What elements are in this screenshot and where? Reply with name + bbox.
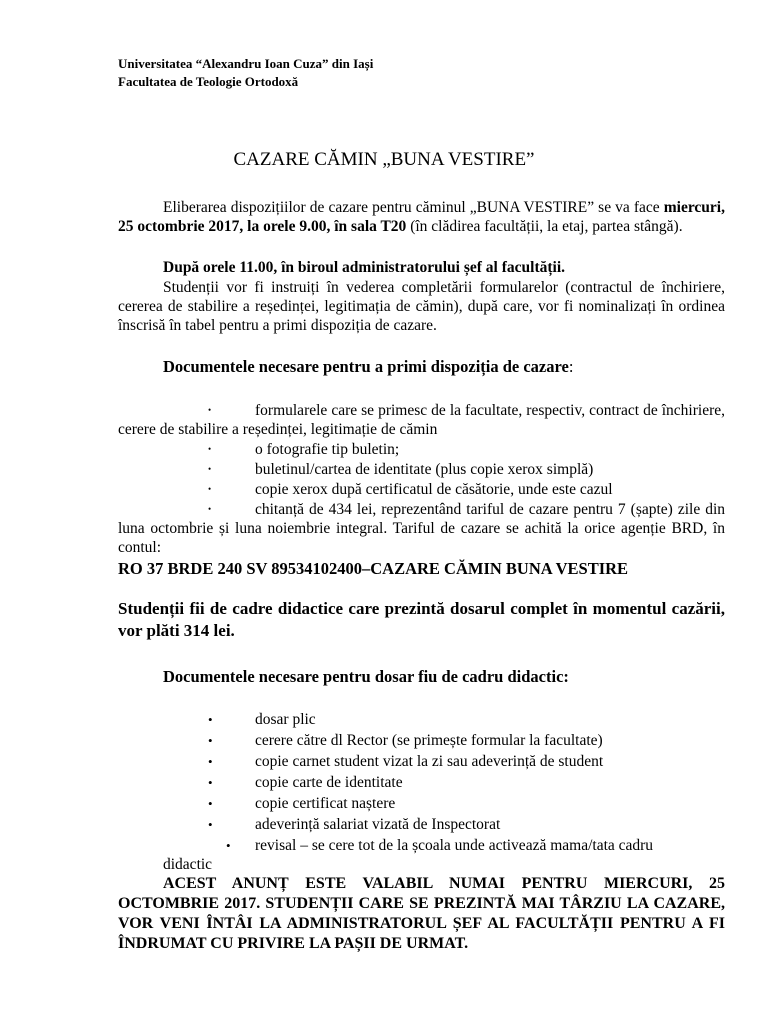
bullet-icon: • [226,838,231,853]
list-item [118,815,725,834]
teacher-children-note: Studenții fii de cadre didactice care prezintă dosarul complet în momentul cazării, vor plăti 314 lei. [118,599,725,640]
institution-header [118,55,373,91]
list-item-text: revisal – se cere tot de la școala unde activează mama/tata cadru [255,837,654,854]
university-name: Universitatea “Alexandru Ioan Cuza” din Iași [118,56,374,71]
list-item [118,710,725,729]
bullet-icon: • [208,775,213,790]
bullet-icon: • [208,712,213,727]
list-item [118,500,725,557]
intro-paragraph-2: După orele 11.00, în biroul administratorului șef al facultății. [163,259,566,276]
bullet-icon: • [208,733,213,748]
list-item-text: chitanță de 434 lei, reprezentând tariful de cazare pentru 7 (șapte) zile din luna octombrie și luna noiembrie integral. Tariful de cazare se achită la orice agenție BRD, în contul: [118,501,725,556]
intro-date-bold: miercuri, 25 octombrie 2017, la orele 9.00, în sala T20 [118,199,725,235]
section1-heading-text: Documentele necesare pentru a primi dispoziția de cazare [163,357,569,376]
faculty-name: Facultatea de Teologie Ortodoxă [118,74,299,89]
section1-heading [163,356,573,378]
section1-heading-suffix: : [568,357,574,376]
list-item-text: buletinul/cartea de identitate (plus copie xerox simplă) [255,461,594,478]
intro-text-b: (în clădirea facultății, la etaj, partea stângă). [406,218,683,235]
list-item [118,480,725,499]
list-item-text: formularele care se primesc de la facultate, respectiv, contract de închiriere, cerere de stabilire a reședinței, legitimație de cămin [118,402,725,438]
list-item-text: copie xerox după certificatul de căsătorie, unde este cazul [255,481,613,498]
list-item [118,773,725,792]
list-item [118,794,725,813]
list-item [118,440,725,459]
list-item-text: cerere către dl Rector (se primește formular la facultate) [255,732,603,749]
page-title: CAZARE CĂMIN „BUNA VESTIRE” [233,149,535,170]
validity-notice: ACEST ANUNȚ ESTE VALABIL NUMAI PENTRU MIERCURI, 25 OCTOMBRIE 2017. STUDENȚII CARE SE PREZINTĂ MAI TÂRZIU LA CAZARE, VOR VENI ÎNTÂI LA ADMINISTRATORUL ȘEF AL FACULTĂȚII PENTRU A FI ÎNDRUMAT CU PRIVIRE LA PAȘII DE URMAT. [118,875,725,952]
bullet-icon: • [208,444,212,454]
bullet-icon: • [208,817,213,832]
list-item-text: copie certificat naștere [255,795,396,812]
section2-heading: Documentele necesare pentru dosar fiu de cadru didactic: [163,667,569,686]
list-item [118,460,725,479]
intro-text-a: Eliberarea dispozițiilor de cazare pentru căminul „BUNA VESTIRE” se va face [163,199,664,216]
bullet-icon: • [208,464,212,474]
intro-paragraph-3: Studenții vor fi instruiți în vederea completării formularelor (contractul de închiriere, cererea de stabilire a reședinței, legitimația de cămin), după care, vor fi nominalizați în ordinea înscrisă în tabel pentru a primi dispoziția de cazare. [118,279,725,334]
list-item [118,731,725,750]
intro-paragraph-1 [118,198,725,236]
bank-account: RO 37 BRDE 240 SV 89534102400–CAZARE CĂMIN BUNA VESTIRE [118,559,629,578]
bullet-icon: • [208,504,212,514]
list-item-continuation: didactic [163,856,213,873]
bullet-icon: • [208,754,213,769]
list-item [118,401,725,439]
bullet-icon: • [208,796,213,811]
list-item-text: copie carte de identitate [255,774,403,791]
list-item-text: o fotografie tip buletin; [255,441,400,458]
bullet-icon: • [208,405,212,415]
list-item-text: adeverință salariat vizată de Inspectorat [255,816,501,833]
list-item-text: dosar plic [255,711,316,728]
list-item [118,752,725,771]
list-item [118,836,725,855]
list-item-text: copie carnet student vizat la zi sau adeverință de student [255,753,604,770]
bullet-icon: • [208,484,212,494]
